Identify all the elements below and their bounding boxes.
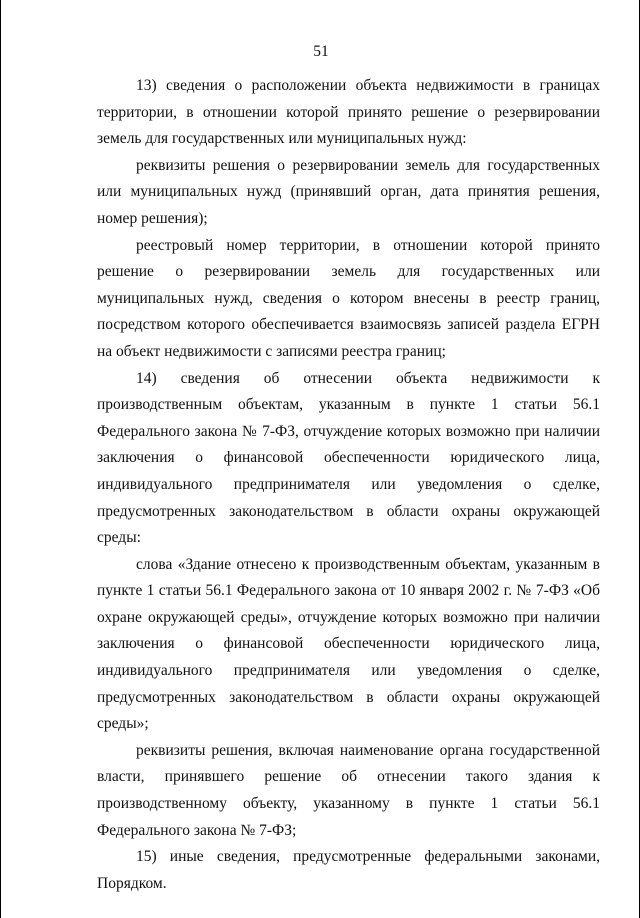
paragraph-item-15: 15) иные сведения, предусмотренные федеральными законами, Порядком.	[97, 848, 600, 892]
paragraph-item-13: 13) сведения о расположении объекта недвижимости в границах территории, в отношении которой принято решение о резервировании земель для государственных или муниципальных нужд:	[97, 77, 600, 148]
page-number: 51	[313, 43, 329, 60]
paragraph-authority-decision-details: реквизиты решения, включая наименование органа государственной власти, принявшего решение об отнесении такого здания к производственному объекту, указанному в пункте 1 статьи 56.1 Федерального закона № 7-ФЗ;	[97, 741, 600, 839]
paragraph-item-14: 14) сведения об отнесении объекта недвижимости к производственным объектам, указанным в пункте 1 статьи 56.1 Федерального закона № 7-ФЗ, отчуждение которых возможно при наличии заключения о финансовой обеспеченности юридического лица, индивидуального предпринимателя или уведомления о сделке, предусмотренных законодательством в области охраны окружающей среды:	[97, 369, 600, 547]
document-body	[97, 73, 600, 897]
paragraph-production-object-wording: слова «Здание отнесено к производственным объектам, указанным в пункте 1 статьи 56.1 Федерального закона от 10 января 2002 г. № 7-ФЗ «Об охране окружающей среды», отчуждение которых возможно при наличии заключения о финансовой обеспеченности юридического лица, индивидуального предпринимателя или уведомления о сделке, предусмотренных законодательством в области охраны окружающей среды»;	[97, 555, 600, 733]
paragraph-reservation-decision-details: реквизиты решения о резервировании земель для государственных или муниципальных нужд (принявший орган, дата принятия решения, номер решения);	[97, 156, 600, 227]
paragraph-territory-registry-number: реестровый номер территории, в отношении которой принято решение о резервировании земель для государственных или муниципальных нужд, сведения о котором внесены в реестр границ, посредством которого обеспечивается взаимосвязь записей раздела ЕГРН на объект недвижимости с записями реестра границ;	[97, 236, 600, 360]
